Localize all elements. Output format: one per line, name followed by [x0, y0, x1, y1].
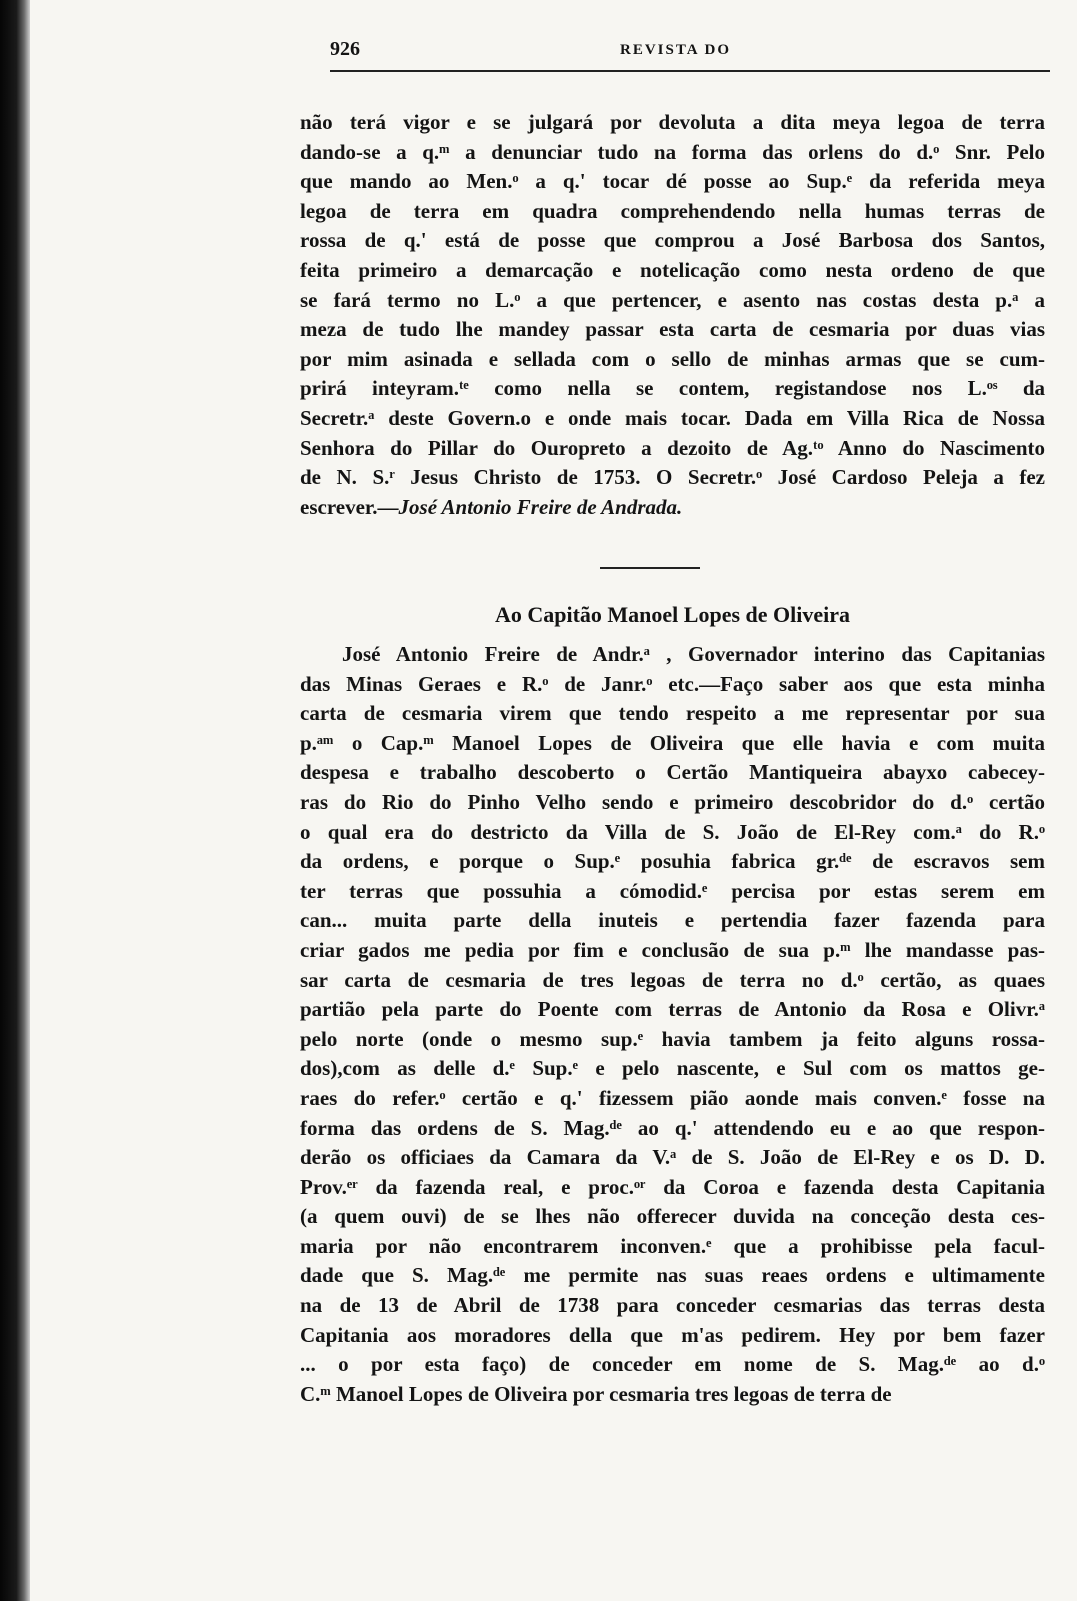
text-line: na de 13 de Abril de 1738 para conceder cesmarias das terras desta — [300, 1293, 1045, 1318]
text-line: prirá inteyram.ᵗᵉ como nella se contem, registandose nos L.ᵒˢ da — [300, 376, 1045, 401]
text-line: despesa e trabalho descoberto o Certão Mantiqueira abayxo cabecey- — [300, 760, 1045, 785]
text-line: carta de cesmaria virem que tendo respeito a me representar por sua — [300, 701, 1045, 726]
text-line: forma das ordens de S. Mag.ᵈᵉ ao q.' attendendo eu e ao que respon- — [300, 1115, 1045, 1140]
text-line: C.ᵐ Manoel Lopes de Oliveira por cesmaria tres legoas de terra de — [300, 1381, 892, 1406]
text-line: se fará termo no L.ᵒ a que pertencer, e asento nas costas desta p.ᵃ a — [300, 287, 1045, 312]
text-line: ter terras que possuhia a cómodid.ᵉ percisa por estas serem em — [300, 878, 1045, 903]
text-line: por mim asinada e sellada com o sello de minhas armas que se cum- — [300, 346, 1045, 371]
text-line: dade que S. Mag.ᵈᵉ me permite nas suas reaes ordens e ultimamente — [300, 1263, 1045, 1288]
text-line: meza de tudo lhe mandey passar esta carta de cesmaria por duas vias — [300, 317, 1045, 342]
text-line: sar carta de cesmaria de tres legoas de terra no d.ᵒ certão, as quaes — [300, 967, 1045, 992]
text-line: ras do Rio do Pinho Velho sendo e primeiro descobridor do d.ᵒ certão — [300, 789, 1045, 814]
book-binding-edge — [0, 0, 30, 1601]
page-number: 926 — [330, 38, 360, 60]
text-line: dos),com as delle d.ᵉ Sup.ᵉ e pelo nascente, e Sul com os mattos ge- — [300, 1056, 1045, 1081]
text-line: José Antonio Freire de Andr.ᵃ , Governador interino das Capitanias — [342, 642, 1045, 666]
section-divider — [600, 567, 700, 569]
text-line: ... o por esta faço) de conceder em nome de S. Mag.ᵈᵉ ao d.ᵒ — [300, 1352, 1045, 1377]
text-line: não terá vigor e se julgará por devoluta a dita meya legoa de terra — [300, 110, 1045, 134]
document-page — [230, 20, 1050, 1580]
signature: José Antonio Freire de Andrada. — [398, 494, 683, 519]
text-line: Senhora do Pillar do Ouropreto a dezoito de Ag.ᵗᵒ Anno do Nascimento — [300, 435, 1045, 460]
closing-text: escrever.— — [300, 494, 399, 519]
running-head: REVISTA DO — [620, 42, 731, 58]
text-line: dando-se a q.ᵐ a denunciar tudo na forma das orlens do d.ᵒ Snr. Pelo — [300, 139, 1045, 164]
section-2-title: Ao Capitão Manoel Lopes de Oliveira — [494, 602, 851, 627]
page-header — [330, 38, 1050, 72]
text-line: criar gados me pedia por fim e conclusão de sua p.ᵐ lhe mandasse pas- — [300, 937, 1045, 962]
section-1-body — [300, 108, 1045, 522]
text-line: feita primeiro a demarcação e notelicação como nesta ordeno de que — [300, 257, 1045, 282]
text-line: rossa de q.' está de posse que comprou a José Barbosa dos Santos, — [300, 228, 1045, 253]
text-line: Secretr.ᵃ deste Govern.o e onde mais tocar. Dada em Villa Rica de Nossa — [300, 405, 1045, 430]
text-line: derão os officiaes da Camara da V.ᵃ de S. João de El-Rey e os D. D. — [300, 1145, 1045, 1170]
text-line: o qual era do destricto da Villa de S. João de El-Rey com.ᵃ do R.ᵒ — [300, 819, 1045, 844]
text-line: pelo norte (onde o mesmo sup.ᵉ havia tambem ja feito alguns rossa- — [300, 1026, 1045, 1051]
text-line: Prov.ᵉʳ da fazenda real, e proc.ᵒʳ da Coroa e fazenda desta Capitania — [300, 1174, 1045, 1199]
text-line: da ordens, e porque o Sup.ᵉ posuhia fabrica gr.ᵈᵉ de escravos sem — [300, 849, 1045, 874]
text-line: que mando ao Men.ᵒ a q.' tocar dé posse ao Sup.ᵉ da referida meya — [300, 169, 1045, 194]
text-line — [300, 493, 1045, 523]
text-line: (a quem ouvi) de se lhes não offerecer duvida na conceção desta ces- — [300, 1204, 1045, 1229]
text-line: partião pela parte do Poente com terras de Antonio da Rosa e Olivr.ᵃ — [300, 997, 1045, 1022]
section-2-body — [300, 640, 1045, 1409]
text-line: can... muita parte della inuteis e pertendia fazer fazenda para — [300, 908, 1045, 933]
text-line: das Minas Geraes e R.ᵒ de Janr.ᵒ etc.—Faço saber aos que esta minha — [300, 671, 1045, 696]
text-line: Capitania aos moradores della que m'as pedirem. Hey por bem fazer — [300, 1322, 1045, 1347]
text-line: legoa de terra em quadra comprehendendo nella humas terras de — [300, 198, 1045, 223]
text-line: p.ᵃᵐ o Cap.ᵐ Manoel Lopes de Oliveira que elle havia e com muita — [300, 730, 1045, 755]
text-line: raes do refer.ᵒ certão e q.' fizessem pião aonde mais conven.ᵉ fosse na — [300, 1085, 1045, 1110]
text-line: maria por não encontrarem inconven.ᵉ que a prohibisse pela facul- — [300, 1233, 1045, 1258]
text-line: de N. S.ʳ Jesus Christo de 1753. O Secretr.ᵒ José Cardoso Peleja a fez — [300, 465, 1045, 490]
